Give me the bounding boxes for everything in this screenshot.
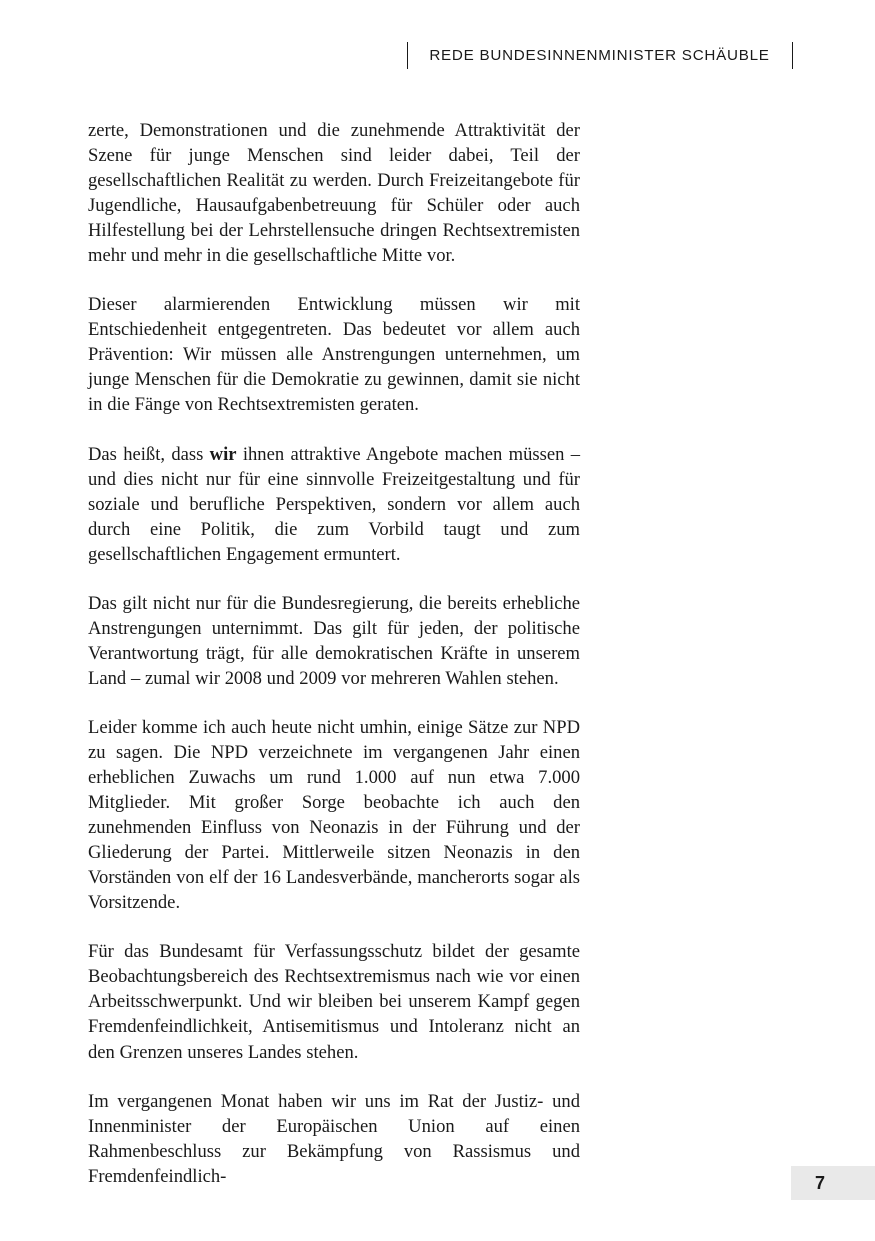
paragraph-3-text-before-bold: Das heißt, dass [88, 443, 210, 465]
page-number-box [791, 1166, 875, 1200]
body-text-column [88, 118, 580, 1214]
header-rule-right [792, 42, 793, 69]
paragraph-3-text-after-bold: ihnen attraktive Angebote machen müssen – und dies nicht nur für eine sinnvolle Freizeitgestaltung und für soziale und berufliche Perspektiven, sondern vor allem auch durch eine Politik, die zum Vorbild taugt und zum gesellschaftlichen Engagement ermuntert. [88, 443, 580, 565]
paragraph-7: Im vergangenen Monat haben wir uns im Rat der Justiz- und Innenminister der Europäischen Union auf einen Rahmenbeschluss zur Bekämpfung von Rassismus und Fremdenfeindlich- [88, 1090, 580, 1187]
paragraph-4: Das gilt nicht nur für die Bundesregierung, die bereits erhebliche Anstrengungen unternimmt. Das gilt für jeden, der politische Verantwortung trägt, für alle demokratischen Kräfte in unserem Land – zumal wir 2008 und 2009 vor mehreren Wahlen stehen. [88, 592, 580, 689]
running-header-title: REDE BUNDESINNENMINISTER SCHÄUBLE [429, 47, 770, 64]
paragraph-3 [88, 442, 580, 567]
paragraph-6: Für das Bundesamt für Verfassungsschutz bildet der gesamte Beobachtungsbereich des Rechtsextremismus nach wie vor einen Arbeitsschwerpunkt. Und wir bleiben bei unserem Kampf gegen Fremdenfeindlichkeit, Antisemitismus und Intoleranz nicht an den Grenzen unseres Landes stehen. [88, 941, 580, 1063]
page-number: 7 [814, 1173, 825, 1193]
paragraph-5: Leider komme ich auch heute nicht umhin, einige Sätze zur NPD zu sagen. Die NPD verzeichnete im vergangenen Jahr einen erheblichen Zuwachs um rund 1.000 auf nun etwa 7.000 Mitglieder. Mit großer Sorge beobachte ich auch den zunehmenden Einfluss von Neonazis in der Führung und der Gliederung der Partei. Mittlerweile sitzen Neonazis in den Vorständen von elf der 16 Landesverbände, mancherorts sogar als Vorsitzende. [88, 716, 580, 914]
paragraph-2: Dieser alarmierenden Entwicklung müssen wir mit Entschiedenheit entgegentreten. Das bedeutet vor allem auch Prävention: Wir müssen alle Anstrengungen unternehmen, um junge Menschen für die Demokratie zu gewinnen, damit sie nicht in die Fänge von Rechtsextremisten geraten. [88, 294, 580, 416]
paragraph-1: zerte, Demonstrationen und die zunehmende Attraktivität der Szene für junge Menschen sind leider dabei, Teil der gesellschaftlichen Realität zu werden. Durch Freizeitangebote für Jugendliche, Hausaufgabenbetreuung für Schüler oder auch Hilfestellung bei der Lehrstellensuche dringen Rechtsextremisten mehr und mehr in die gesellschaftliche Mitte vor. [88, 120, 580, 267]
running-header [0, 42, 875, 70]
paragraph-3-bold-word: wir [209, 443, 237, 465]
